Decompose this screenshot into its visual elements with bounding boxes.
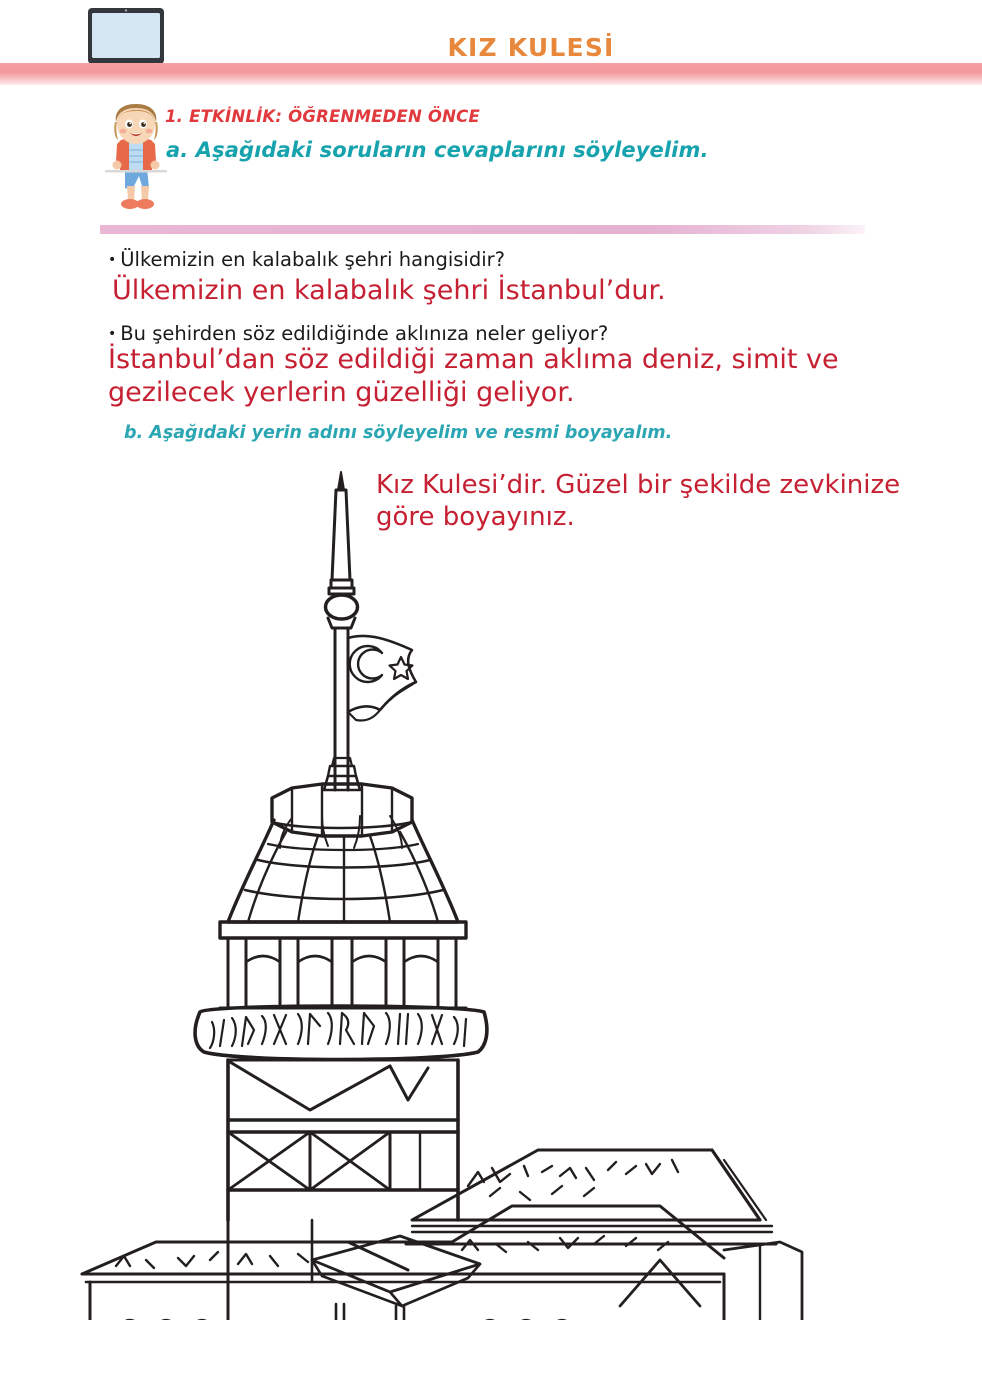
kiz-kulesi-coloring-drawing <box>60 460 920 1320</box>
spire-finial-icon <box>326 472 358 790</box>
building-walls <box>90 1220 820 1320</box>
question-1 <box>108 248 505 271</box>
section-divider <box>100 225 865 234</box>
girl-mascot-icon <box>99 100 173 215</box>
answer-2: İstanbul’dan söz edildiği zaman aklıma deniz, simit ve gezilecek yerlerin güzelliği geliyor. <box>108 344 839 408</box>
tower-colonnade <box>220 922 466 1008</box>
tower-dome <box>228 816 458 922</box>
building-annex-right <box>724 1242 866 1320</box>
turkish-flag-icon <box>348 636 416 721</box>
bullet-icon: • <box>108 326 117 342</box>
header-divider-band <box>0 63 982 85</box>
question-2-text: Bu şehirden söz edildiğinde aklınıza neler geliyor? <box>120 322 609 345</box>
tower-cupola <box>272 758 412 836</box>
part-b-marker: b. <box>124 423 144 443</box>
question-1-text: Ülkemizin en kalabalık şehri hangisidir? <box>120 248 506 271</box>
activity-heading: 1. ETKİNLİK: ÖĞRENMEDEN ÖNCE <box>165 107 480 126</box>
part-b-text: Aşağıdaki yerin adını söyleyelim ve resmi boyayalım. <box>149 423 673 443</box>
page-header <box>0 0 982 92</box>
tower-shaft <box>228 1060 458 1220</box>
instruction-part-a <box>166 138 709 162</box>
page-title: KIZ KULESİ <box>447 33 615 62</box>
question-2 <box>108 322 608 345</box>
answer-3: Kız Kulesi’dir. Güzel bir şekilde zevkinize göre boyayınız. <box>376 470 901 532</box>
part-a-text: Aşağıdaki soruların cevaplarını söyleyelim. <box>195 138 709 162</box>
tower-balcony-railing <box>195 1006 487 1060</box>
bullet-icon: • <box>108 252 117 268</box>
pavilion-roof-right <box>406 1150 776 1244</box>
instruction-part-b <box>124 423 672 443</box>
part-a-marker: a. <box>166 138 189 162</box>
answer-1: Ülkemizin en kalabalık şehri İstanbul’dur. <box>112 275 666 306</box>
